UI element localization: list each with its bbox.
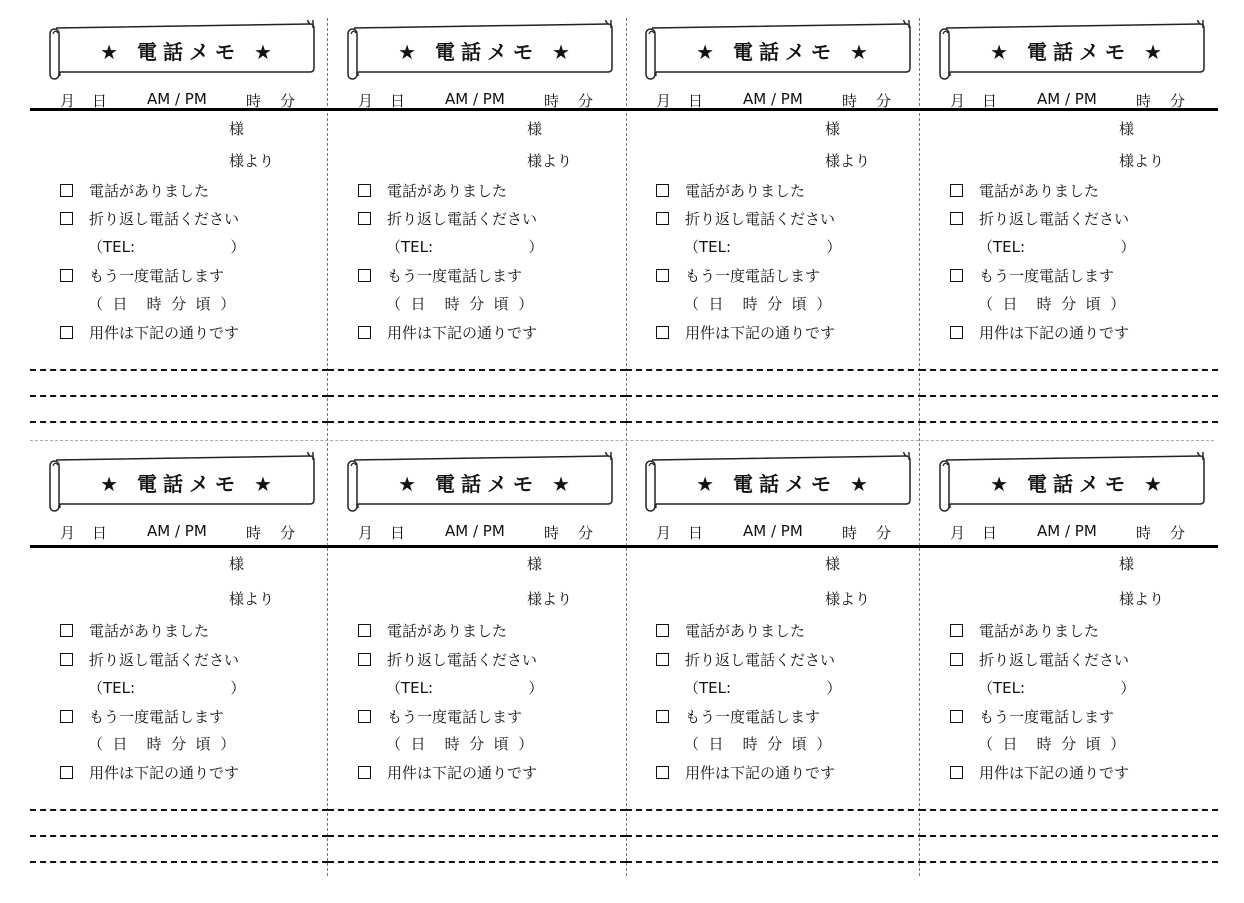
phone-memo-card	[626, 452, 924, 872]
callback-time-field[interactable]: （ 日 時 分 頃 ）	[684, 295, 832, 313]
caller-suffix: 様より	[825, 590, 871, 608]
checkbox-item-message-below[interactable]	[60, 322, 239, 343]
title-scroll-banner	[346, 452, 612, 512]
memo-title	[674, 36, 896, 65]
hour-label: 時	[842, 524, 858, 542]
month-label: 月	[656, 524, 672, 542]
item-label: 電話がありました	[89, 182, 210, 200]
checkbox-icon[interactable]	[358, 269, 371, 282]
item-label: もう一度電話します	[89, 267, 225, 285]
checkbox-icon[interactable]	[60, 212, 73, 225]
memo-title	[674, 468, 896, 497]
date-time-line	[626, 522, 924, 544]
message-line[interactable]	[920, 809, 1218, 811]
month-label: 月	[950, 92, 966, 110]
row-cut-line	[30, 440, 1214, 441]
item-label: もう一度電話します	[979, 267, 1115, 285]
month-label: 月	[60, 524, 76, 542]
date-time-line	[30, 522, 328, 544]
tel-field[interactable]: （TEL: ）	[978, 238, 1136, 256]
ampm-label: AM / PM	[445, 522, 505, 540]
checkbox-item-message-below[interactable]	[60, 762, 239, 783]
checkbox-icon[interactable]	[950, 212, 963, 225]
item-label: 電話がありました	[387, 622, 508, 640]
minute-label: 分	[1170, 524, 1186, 542]
phone-memo-card	[328, 20, 626, 440]
star-icon: ★	[100, 40, 125, 64]
checkbox-item-message-below[interactable]	[656, 762, 835, 783]
message-line[interactable]	[328, 395, 626, 397]
star-icon: ★	[1143, 472, 1168, 496]
message-line[interactable]	[626, 861, 924, 863]
callback-time-field[interactable]: （ 日 時 分 頃 ）	[978, 735, 1126, 753]
message-line[interactable]	[920, 369, 1218, 371]
item-label: 電話がありました	[979, 622, 1100, 640]
checkbox-item-will-call-again[interactable]	[656, 706, 820, 727]
message-line[interactable]	[328, 861, 626, 863]
header-rule	[920, 545, 1218, 548]
month-label: 月	[358, 92, 374, 110]
item-label: もう一度電話します	[387, 708, 523, 726]
checkbox-item-will-call-again[interactable]	[656, 265, 820, 286]
star-icon: ★	[551, 40, 576, 64]
memo-title-text: 電話メモ	[435, 472, 539, 496]
checkbox-item-called[interactable]	[950, 620, 1099, 641]
title-scroll-banner	[346, 20, 612, 80]
message-line[interactable]	[626, 369, 924, 371]
checkbox-item-will-call-again[interactable]	[950, 265, 1114, 286]
checkbox-item-called[interactable]	[358, 180, 507, 201]
checkbox-icon[interactable]	[60, 326, 73, 339]
hour-label: 時	[246, 524, 262, 542]
tel-field[interactable]: （TEL: ）	[978, 679, 1136, 697]
checkbox-item-call-back[interactable]	[60, 649, 239, 670]
checkbox-icon[interactable]	[60, 269, 73, 282]
checkbox-icon[interactable]	[656, 184, 669, 197]
checkbox-icon[interactable]	[950, 653, 963, 666]
header-rule	[626, 108, 924, 111]
title-scroll-banner	[48, 452, 314, 512]
item-label: もう一度電話します	[387, 267, 523, 285]
star-icon: ★	[253, 40, 278, 64]
recipient-suffix: 様	[229, 555, 245, 573]
recipient-suffix: 様	[1119, 555, 1135, 573]
star-icon: ★	[398, 472, 423, 496]
item-label: 電話がありました	[979, 182, 1100, 200]
checkbox-item-call-back[interactable]	[950, 208, 1129, 229]
checkbox-icon[interactable]	[358, 624, 371, 637]
message-line[interactable]	[30, 835, 328, 837]
memo-title	[78, 468, 300, 497]
checkbox-item-call-back[interactable]	[950, 649, 1129, 670]
phone-memo-card	[30, 452, 328, 872]
memo-title-text: 電話メモ	[733, 40, 837, 64]
memo-title	[376, 36, 598, 65]
checkbox-item-message-below[interactable]	[950, 322, 1129, 343]
star-icon: ★	[100, 472, 125, 496]
item-label: 折り返し電話ください	[685, 651, 836, 669]
message-line[interactable]	[30, 421, 328, 423]
phone-memo-card	[626, 20, 924, 440]
message-line[interactable]	[920, 421, 1218, 423]
star-icon: ★	[696, 472, 721, 496]
title-scroll-banner	[938, 452, 1204, 512]
day-label: 日	[688, 524, 704, 542]
day-label: 日	[390, 524, 406, 542]
callback-time-field[interactable]: （ 日 時 分 頃 ）	[978, 295, 1126, 313]
checkbox-icon[interactable]	[358, 710, 371, 723]
checkbox-item-called[interactable]	[60, 180, 209, 201]
item-label: 折り返し電話ください	[979, 210, 1130, 228]
callback-time-field[interactable]: （ 日 時 分 頃 ）	[386, 295, 534, 313]
ampm-label: AM / PM	[1037, 90, 1097, 108]
minute-label: 分	[1170, 92, 1186, 110]
memo-title	[376, 468, 598, 497]
item-label: 用件は下記の通りです	[89, 764, 240, 782]
hour-label: 時	[544, 524, 560, 542]
title-scroll-banner	[644, 20, 910, 80]
checkbox-icon[interactable]	[60, 624, 73, 637]
caller-suffix: 様より	[1119, 152, 1165, 170]
checkbox-icon[interactable]	[358, 212, 371, 225]
star-icon: ★	[696, 40, 721, 64]
star-icon: ★	[849, 40, 874, 64]
checkbox-item-message-below[interactable]	[656, 322, 835, 343]
star-icon: ★	[849, 472, 874, 496]
header-rule	[328, 545, 626, 548]
message-line[interactable]	[328, 421, 626, 423]
item-label: 折り返し電話ください	[387, 210, 538, 228]
checkbox-icon[interactable]	[656, 269, 669, 282]
memo-title	[968, 468, 1190, 497]
item-label: 電話がありました	[387, 182, 508, 200]
checkbox-icon[interactable]	[656, 766, 669, 779]
recipient-suffix: 様	[527, 120, 543, 138]
checkbox-icon[interactable]	[656, 212, 669, 225]
message-line[interactable]	[30, 369, 328, 371]
header-rule	[920, 108, 1218, 111]
tel-field[interactable]: （TEL: ）	[88, 238, 246, 256]
item-label: 折り返し電話ください	[89, 210, 240, 228]
minute-label: 分	[876, 92, 892, 110]
caller-suffix: 様より	[825, 152, 871, 170]
message-line[interactable]	[328, 369, 626, 371]
phone-memo-card	[920, 20, 1218, 440]
checkbox-icon[interactable]	[950, 710, 963, 723]
checkbox-item-called[interactable]	[656, 620, 805, 641]
ampm-label: AM / PM	[743, 90, 803, 108]
checkbox-icon[interactable]	[358, 326, 371, 339]
day-label: 日	[92, 92, 108, 110]
callback-time-field[interactable]: （ 日 時 分 頃 ）	[88, 295, 236, 313]
hour-label: 時	[544, 92, 560, 110]
hour-label: 時	[1136, 92, 1152, 110]
item-label: 用件は下記の通りです	[979, 764, 1130, 782]
message-line[interactable]	[328, 809, 626, 811]
checkbox-item-called[interactable]	[950, 180, 1099, 201]
phone-memo-card	[920, 452, 1218, 872]
memo-title-text: 電話メモ	[137, 40, 241, 64]
checkbox-icon[interactable]	[60, 653, 73, 666]
checkbox-icon[interactable]	[358, 184, 371, 197]
checkbox-icon[interactable]	[950, 184, 963, 197]
message-line[interactable]	[30, 395, 328, 397]
header-rule	[626, 545, 924, 548]
ampm-label: AM / PM	[147, 90, 207, 108]
star-icon: ★	[398, 40, 423, 64]
memo-title-text: 電話メモ	[1027, 40, 1131, 64]
tel-field[interactable]: （TEL: ）	[684, 679, 842, 697]
item-label: もう一度電話します	[89, 708, 225, 726]
phone-memo-card	[30, 20, 328, 440]
checkbox-icon[interactable]	[60, 710, 73, 723]
item-label: 折り返し電話ください	[685, 210, 836, 228]
checkbox-icon[interactable]	[950, 326, 963, 339]
checkbox-item-will-call-again[interactable]	[60, 706, 224, 727]
message-line[interactable]	[30, 861, 328, 863]
header-rule	[30, 108, 328, 111]
day-label: 日	[982, 524, 998, 542]
callback-time-field[interactable]: （ 日 時 分 頃 ）	[386, 735, 534, 753]
checkbox-item-will-call-again[interactable]	[358, 706, 522, 727]
recipient-suffix: 様	[229, 120, 245, 138]
month-label: 月	[358, 524, 374, 542]
hour-label: 時	[246, 92, 262, 110]
item-label: 用件は下記の通りです	[387, 324, 538, 342]
phone-memo-card	[328, 452, 626, 872]
message-line[interactable]	[30, 809, 328, 811]
checkbox-icon[interactable]	[950, 269, 963, 282]
minute-label: 分	[876, 524, 892, 542]
ampm-label: AM / PM	[1037, 522, 1097, 540]
memo-title-text: 電話メモ	[733, 472, 837, 496]
callback-time-field[interactable]: （ 日 時 分 頃 ）	[684, 735, 832, 753]
checkbox-item-call-back[interactable]	[656, 208, 835, 229]
checkbox-item-call-back[interactable]	[358, 208, 537, 229]
checkbox-item-call-back[interactable]	[60, 208, 239, 229]
memo-title	[968, 36, 1190, 65]
month-label: 月	[60, 92, 76, 110]
minute-label: 分	[578, 524, 594, 542]
date-time-line	[328, 522, 626, 544]
ampm-label: AM / PM	[147, 522, 207, 540]
header-rule	[30, 545, 328, 548]
item-label: もう一度電話します	[685, 708, 821, 726]
item-label: 用件は下記の通りです	[979, 324, 1130, 342]
month-label: 月	[950, 524, 966, 542]
minute-label: 分	[280, 92, 296, 110]
checkbox-icon[interactable]	[950, 624, 963, 637]
recipient-suffix: 様	[825, 120, 841, 138]
caller-suffix: 様より	[1119, 590, 1165, 608]
item-label: 用件は下記の通りです	[685, 324, 836, 342]
title-scroll-banner	[48, 20, 314, 80]
checkbox-item-called[interactable]	[656, 180, 805, 201]
checkbox-item-called[interactable]	[358, 620, 507, 641]
item-label: 用件は下記の通りです	[685, 764, 836, 782]
checkbox-item-message-below[interactable]	[358, 762, 537, 783]
caller-suffix: 様より	[229, 152, 275, 170]
item-label: 電話がありました	[685, 622, 806, 640]
star-icon: ★	[990, 472, 1015, 496]
recipient-suffix: 様	[1119, 120, 1135, 138]
checkbox-icon[interactable]	[656, 624, 669, 637]
star-icon: ★	[551, 472, 576, 496]
tel-field[interactable]: （TEL: ）	[386, 238, 544, 256]
checkbox-icon[interactable]	[950, 766, 963, 779]
message-line[interactable]	[626, 809, 924, 811]
checkbox-item-will-call-again[interactable]	[60, 265, 224, 286]
item-label: 折り返し電話ください	[89, 651, 240, 669]
star-icon: ★	[253, 472, 278, 496]
minute-label: 分	[578, 92, 594, 110]
item-label: 電話がありました	[685, 182, 806, 200]
message-line[interactable]	[328, 835, 626, 837]
memo-title-text: 電話メモ	[137, 472, 241, 496]
message-line[interactable]	[626, 835, 924, 837]
date-time-line	[920, 522, 1218, 544]
memo-title-text: 電話メモ	[435, 40, 539, 64]
message-line[interactable]	[920, 861, 1218, 863]
item-label: 用件は下記の通りです	[89, 324, 240, 342]
checkbox-icon[interactable]	[60, 766, 73, 779]
item-label: 電話がありました	[89, 622, 210, 640]
checkbox-item-will-call-again[interactable]	[950, 706, 1114, 727]
checkbox-icon[interactable]	[656, 710, 669, 723]
memo-title	[78, 36, 300, 65]
message-line[interactable]	[626, 395, 924, 397]
recipient-suffix: 様	[527, 555, 543, 573]
message-line[interactable]	[920, 395, 1218, 397]
day-label: 日	[982, 92, 998, 110]
caller-suffix: 様より	[527, 590, 573, 608]
title-scroll-banner	[938, 20, 1204, 80]
recipient-suffix: 様	[825, 555, 841, 573]
ampm-label: AM / PM	[743, 522, 803, 540]
star-icon: ★	[990, 40, 1015, 64]
minute-label: 分	[280, 524, 296, 542]
item-label: もう一度電話します	[685, 267, 821, 285]
tel-field[interactable]: （TEL: ）	[88, 679, 246, 697]
checkbox-item-will-call-again[interactable]	[358, 265, 522, 286]
checkbox-icon[interactable]	[358, 766, 371, 779]
day-label: 日	[390, 92, 406, 110]
checkbox-item-call-back[interactable]	[358, 649, 537, 670]
ampm-label: AM / PM	[445, 90, 505, 108]
checkbox-item-called[interactable]	[60, 620, 209, 641]
star-icon: ★	[1143, 40, 1168, 64]
hour-label: 時	[1136, 524, 1152, 542]
memo-title-text: 電話メモ	[1027, 472, 1131, 496]
title-scroll-banner	[644, 452, 910, 512]
hour-label: 時	[842, 92, 858, 110]
checkbox-icon[interactable]	[656, 326, 669, 339]
item-label: もう一度電話します	[979, 708, 1115, 726]
checkbox-item-message-below[interactable]	[358, 322, 537, 343]
item-label: 用件は下記の通りです	[387, 764, 538, 782]
checkbox-icon[interactable]	[656, 653, 669, 666]
tel-field[interactable]: （TEL: ）	[386, 679, 544, 697]
day-label: 日	[92, 524, 108, 542]
header-rule	[328, 108, 626, 111]
checkbox-item-message-below[interactable]	[950, 762, 1129, 783]
checkbox-item-call-back[interactable]	[656, 649, 835, 670]
month-label: 月	[656, 92, 672, 110]
item-label: 折り返し電話ください	[979, 651, 1130, 669]
tel-field[interactable]: （TEL: ）	[684, 238, 842, 256]
caller-suffix: 様より	[527, 152, 573, 170]
message-line[interactable]	[920, 835, 1218, 837]
item-label: 折り返し電話ください	[387, 651, 538, 669]
caller-suffix: 様より	[229, 590, 275, 608]
callback-time-field[interactable]: （ 日 時 分 頃 ）	[88, 735, 236, 753]
checkbox-icon[interactable]	[358, 653, 371, 666]
message-line[interactable]	[626, 421, 924, 423]
checkbox-icon[interactable]	[60, 184, 73, 197]
day-label: 日	[688, 92, 704, 110]
